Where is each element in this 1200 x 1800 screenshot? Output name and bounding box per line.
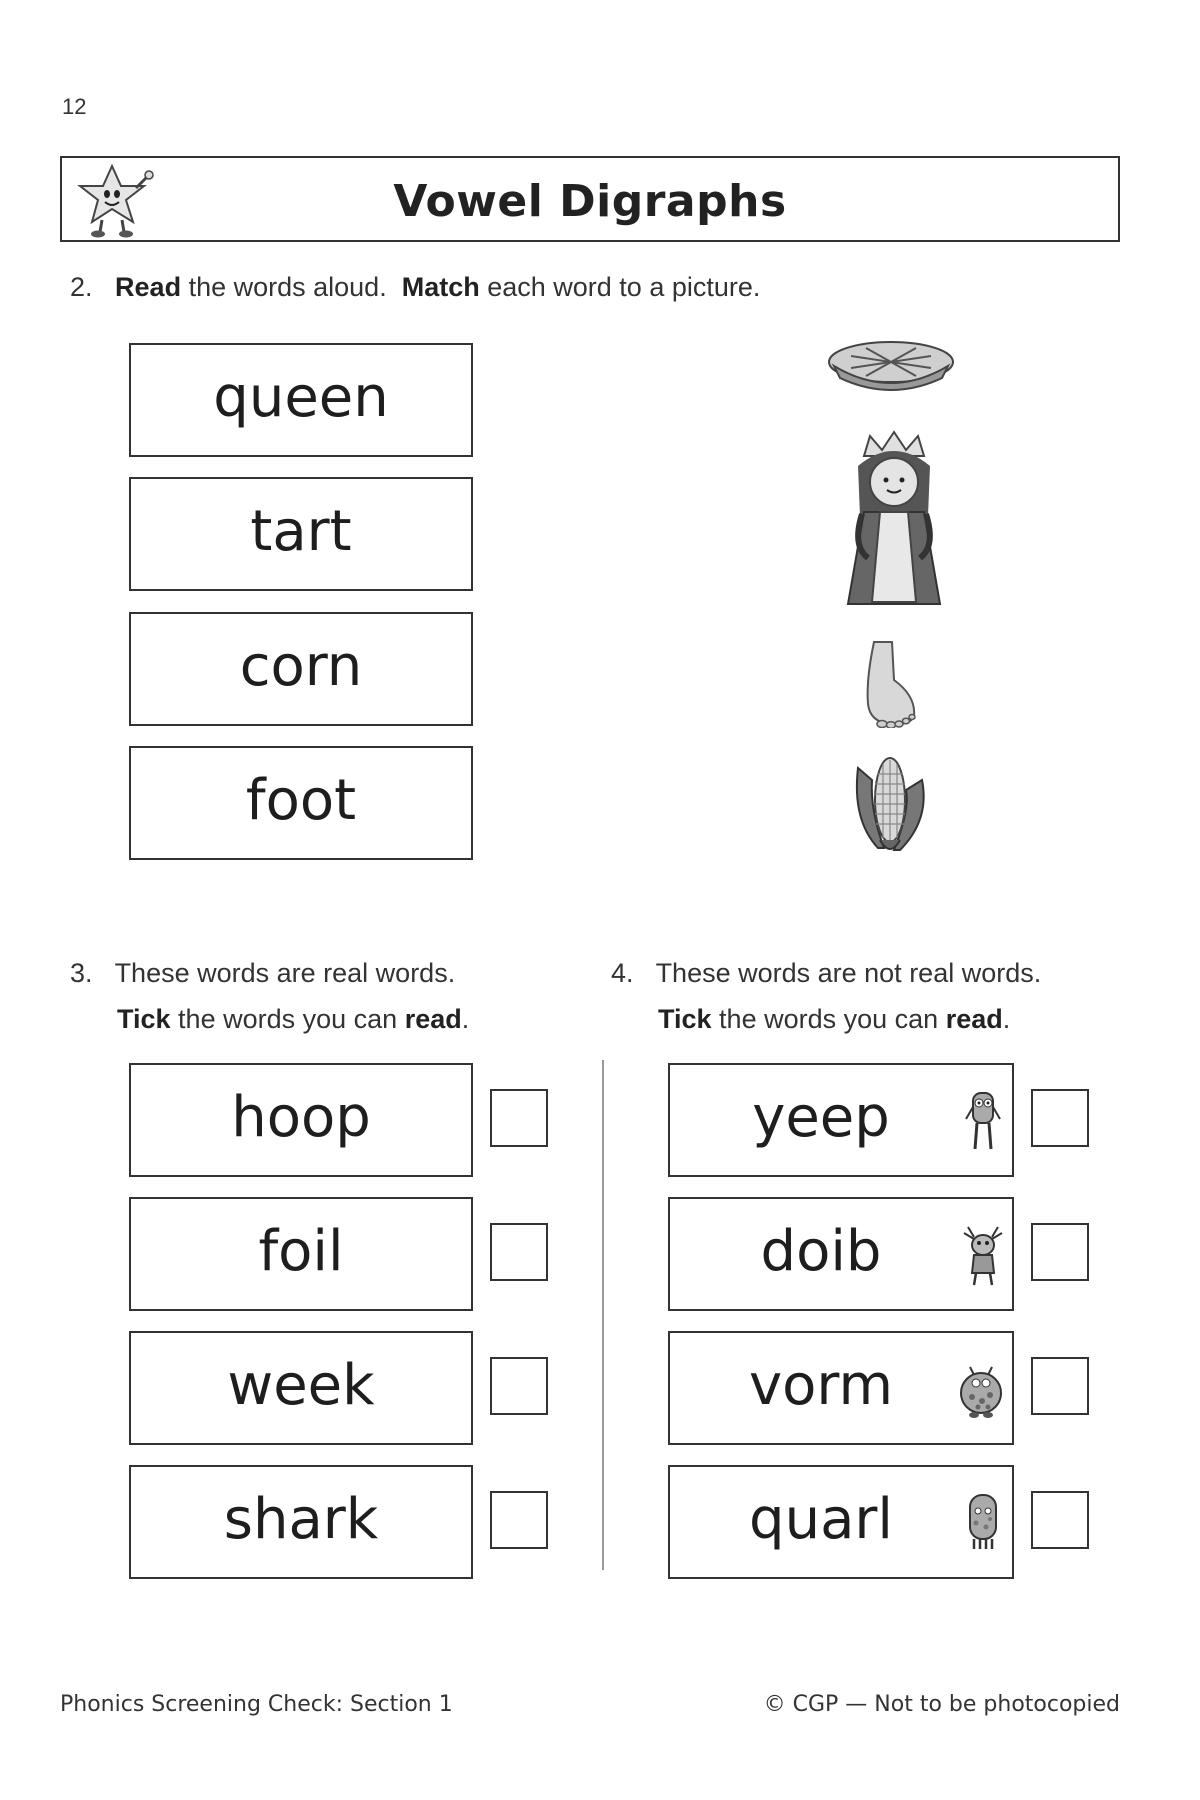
q3-verb-tick: Tick — [117, 1004, 171, 1034]
q4-word: doib — [760, 1218, 882, 1284]
monster-blob-icon — [960, 1491, 1006, 1555]
q2-word-box-queen[interactable] — [129, 343, 473, 457]
q3-tick-box-foil[interactable] — [490, 1223, 548, 1281]
monster-tall-icon — [960, 1089, 1006, 1153]
q3-word: foil — [258, 1218, 344, 1284]
q3-word: week — [227, 1352, 375, 1418]
q3-tick-box-shark[interactable] — [490, 1491, 548, 1549]
q3-end: . — [461, 1004, 470, 1034]
q3-word-box-foil — [129, 1197, 473, 1311]
q2-verb-match: Match — [401, 272, 480, 302]
star-mascot-icon — [76, 162, 158, 240]
q4-word-box-vorm — [668, 1331, 1014, 1445]
corn-picture[interactable] — [850, 750, 932, 858]
q4-number: 4. — [611, 958, 634, 988]
q2-number: 2. — [70, 272, 93, 302]
q4-instruction — [611, 958, 1041, 989]
q3-number: 3. — [70, 958, 93, 988]
q4-word: vorm — [749, 1352, 893, 1418]
q4-word-box-quarl — [668, 1465, 1014, 1579]
q2-word: queen — [213, 364, 389, 430]
q4-tick-box-yeep[interactable] — [1031, 1089, 1089, 1147]
q2-text-1: the words aloud. — [181, 272, 402, 302]
queen-picture[interactable] — [842, 426, 946, 612]
q4-tick-box-quarl[interactable] — [1031, 1491, 1089, 1549]
q4-end: . — [1002, 1004, 1011, 1034]
q2-instruction — [70, 272, 760, 303]
q3-verb-read: read — [404, 1004, 462, 1034]
q3-instruction-2 — [117, 1004, 469, 1035]
footer-copyright: © CGP — Not to be photocopied — [763, 1692, 1120, 1717]
monster-round-icon — [958, 1359, 1004, 1423]
q4-word-box-yeep — [668, 1063, 1014, 1177]
q4-line-1: These words are not real words. — [655, 958, 1042, 988]
q2-word: foot — [245, 767, 357, 833]
page-title: Vowel Digraphs — [393, 176, 787, 227]
q3-text: the words you can — [170, 1004, 405, 1034]
q4-word: quarl — [749, 1486, 893, 1552]
q2-word-box-tart[interactable] — [129, 477, 473, 591]
q3-word-box-week — [129, 1331, 473, 1445]
q4-instruction-2 — [658, 1004, 1010, 1035]
column-divider — [602, 1060, 604, 1570]
q4-tick-box-vorm[interactable] — [1031, 1357, 1089, 1415]
footer-section-label: Phonics Screening Check: Section 1 — [60, 1692, 453, 1717]
q3-word-box-hoop — [129, 1063, 473, 1177]
q3-word: hoop — [231, 1084, 371, 1150]
q2-verb-read: Read — [115, 272, 182, 302]
q3-word-box-shark — [129, 1465, 473, 1579]
q2-word-box-foot[interactable] — [129, 746, 473, 860]
q3-tick-box-hoop[interactable] — [490, 1089, 548, 1147]
q4-verb-read: read — [945, 1004, 1003, 1034]
q4-word-box-doib — [668, 1197, 1014, 1311]
q3-instruction — [70, 958, 455, 989]
q4-text: the words you can — [711, 1004, 946, 1034]
q2-word-box-corn[interactable] — [129, 612, 473, 726]
q4-verb-tick: Tick — [658, 1004, 712, 1034]
title-box — [60, 156, 1120, 242]
q3-tick-box-week[interactable] — [490, 1357, 548, 1415]
page-number: 12 — [62, 94, 87, 119]
monster-spiky-icon — [960, 1223, 1006, 1287]
q2-word: tart — [250, 498, 352, 564]
q4-tick-box-doib[interactable] — [1031, 1223, 1089, 1281]
q4-word: yeep — [752, 1084, 890, 1150]
foot-picture[interactable] — [860, 640, 920, 728]
q3-word: shark — [223, 1486, 379, 1552]
pie-picture[interactable] — [826, 338, 956, 400]
q3-line-1: These words are real words. — [114, 958, 456, 988]
q2-text-2: each word to a picture. — [479, 272, 761, 302]
q2-word: corn — [239, 633, 363, 699]
